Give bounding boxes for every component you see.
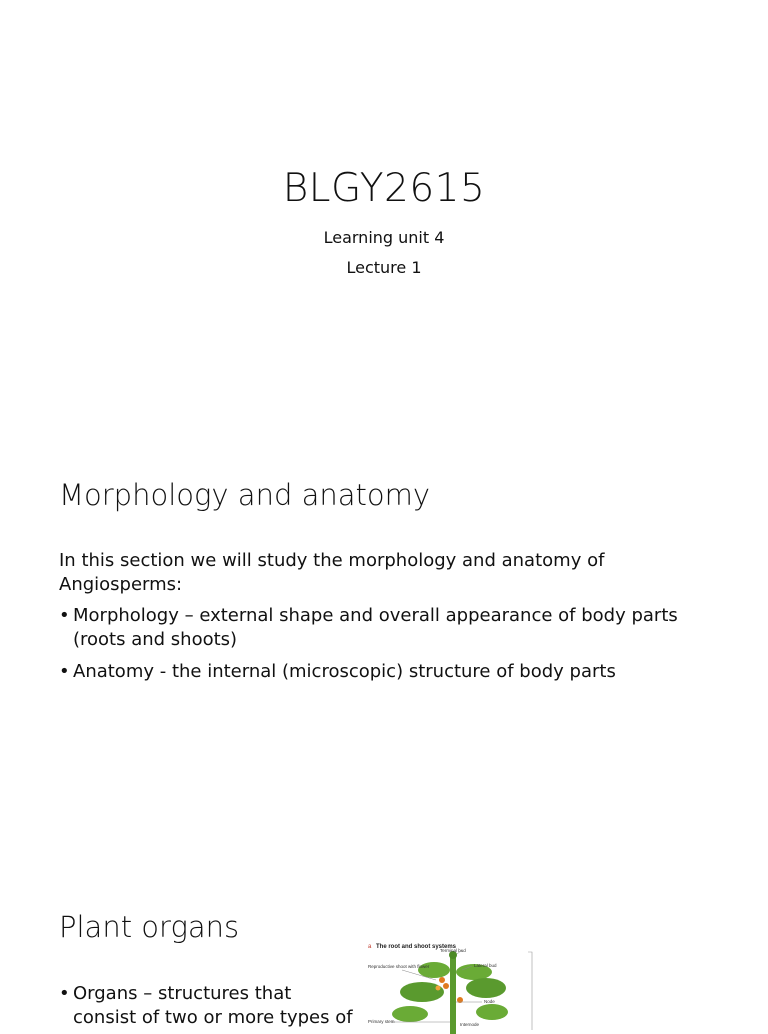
list-item bbox=[59, 982, 359, 1030]
learning-unit-subtitle: Learning unit 4 bbox=[323, 228, 445, 247]
label-internode: Internode bbox=[460, 1022, 480, 1027]
flower-shape bbox=[436, 986, 441, 991]
list-item bbox=[59, 604, 709, 652]
slide-heading: Morphology and anatomy bbox=[59, 478, 431, 512]
bullet-icon: • bbox=[59, 661, 70, 682]
list-item bbox=[59, 660, 709, 684]
leaf-shape bbox=[392, 1006, 428, 1022]
bullet-icon: • bbox=[59, 983, 70, 1004]
label-terminal-bud: Terminal bud bbox=[440, 948, 466, 953]
bullet-list bbox=[59, 982, 359, 1030]
leaf-shape bbox=[476, 1004, 508, 1020]
bullet-text: Organs – structures that consist of two or more types of bbox=[73, 983, 353, 1028]
plant-organs-slide bbox=[0, 864, 768, 1028]
lecture-subtitle: Lecture 1 bbox=[346, 258, 422, 277]
flower-shape bbox=[443, 983, 449, 989]
morphology-slide bbox=[0, 432, 768, 864]
intro-paragraph: In this section we will study the morphology and anatomy of Angiosperms: bbox=[59, 550, 605, 595]
stem-shape bbox=[450, 954, 456, 1034]
shoot-system-bracket bbox=[528, 952, 532, 1030]
leaf-shape bbox=[400, 982, 444, 1002]
slide-heading: Plant organs bbox=[59, 910, 240, 944]
label-lateral-bud: Lateral bud bbox=[474, 963, 497, 968]
bullet-text: Anatomy - the internal (microscopic) structure of body parts bbox=[73, 661, 616, 682]
bullet-list bbox=[59, 604, 709, 684]
plant-diagram bbox=[362, 940, 584, 1030]
course-code-title: BLGY2615 bbox=[282, 166, 486, 211]
title-slide bbox=[0, 0, 768, 432]
figure-marker: a bbox=[368, 944, 372, 950]
flower-shape bbox=[439, 977, 445, 983]
label-primary-stem: Primary stem bbox=[368, 1019, 395, 1024]
leaf-shape bbox=[466, 978, 506, 998]
plant-diagram-figure bbox=[362, 940, 584, 1030]
label-node: Node bbox=[484, 999, 495, 1004]
bullet-icon: • bbox=[59, 605, 70, 626]
label-reproductive-shoot: Reproductive shoot with flower bbox=[368, 964, 430, 969]
figure-caption: The root and shoot systems bbox=[376, 944, 457, 950]
bullet-text: Morphology – external shape and overall appearance of body parts (roots and shoots) bbox=[73, 605, 678, 650]
